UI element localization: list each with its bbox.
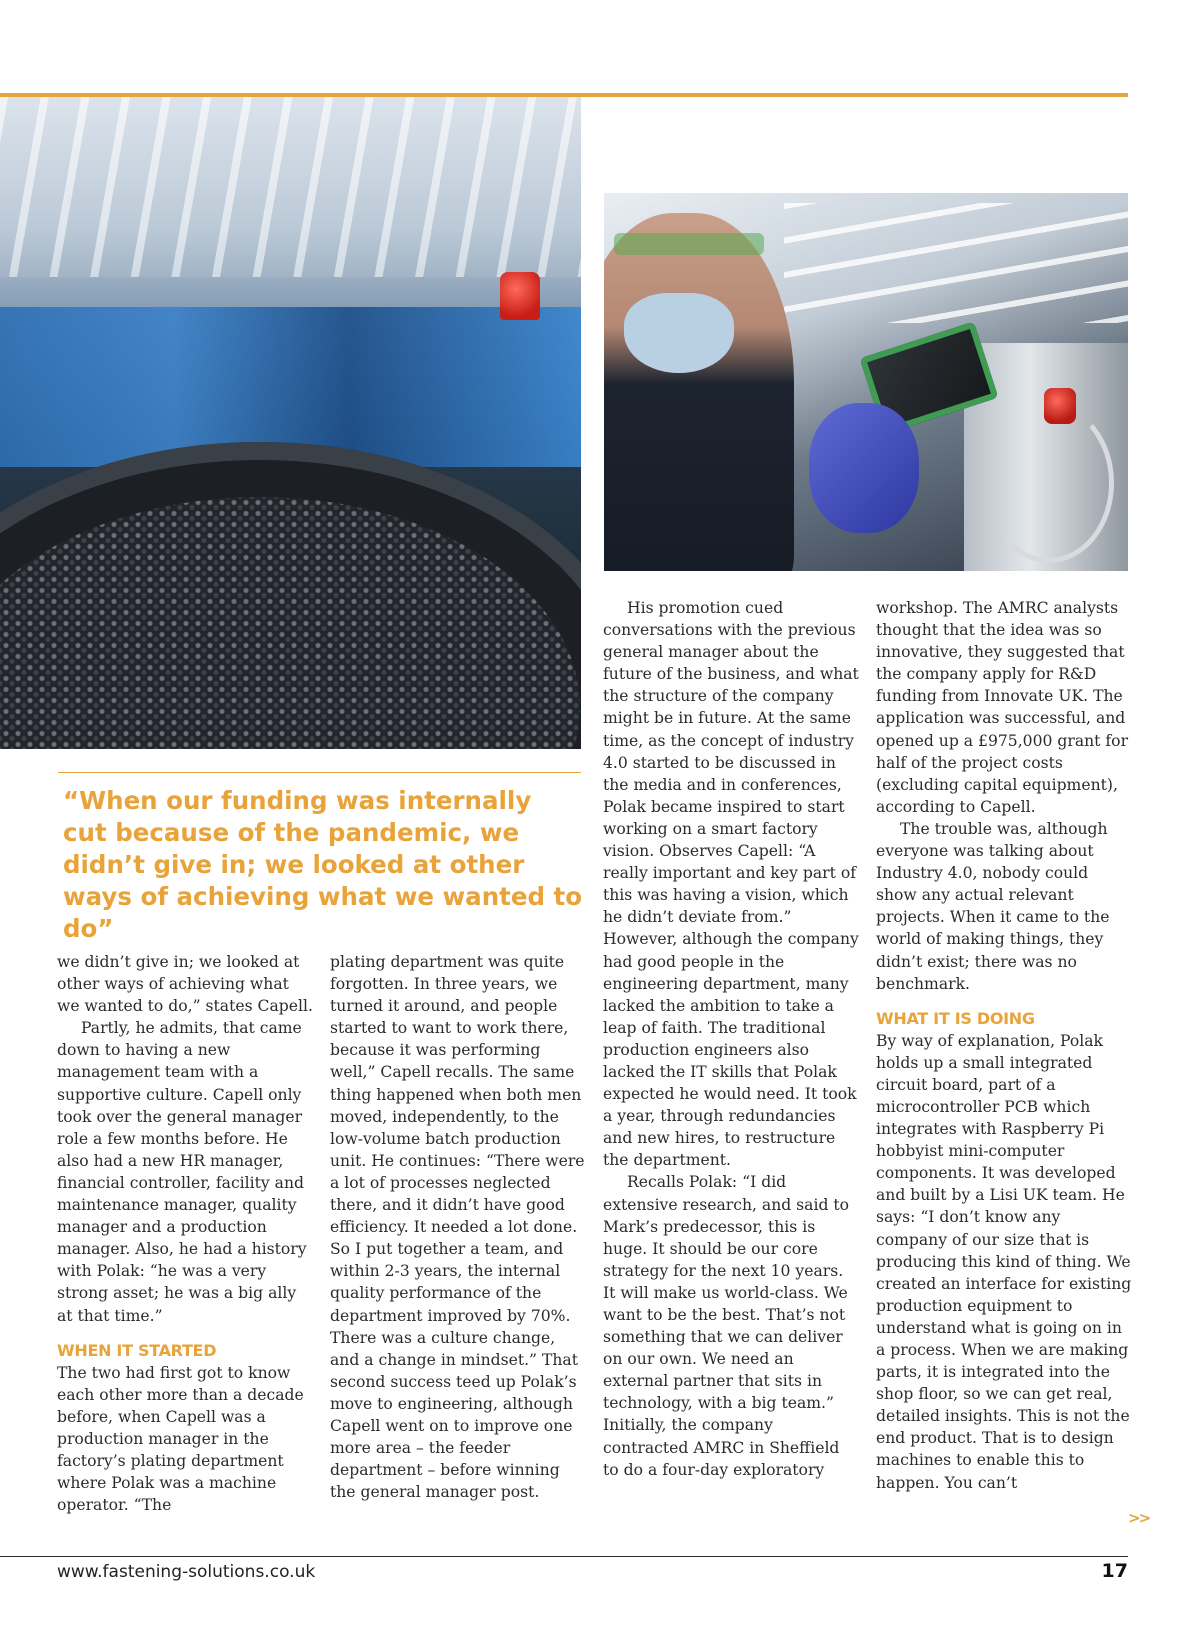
paragraph: The two had first got to know each other more than a decade before, when Capell was a production manager in the factory’s plating department where Polak was a machine operator. “The xyxy=(57,1363,304,1515)
subheading-what-it-is-doing: WHAT IT IS DOING xyxy=(876,1008,1035,1028)
operator-figure xyxy=(604,213,794,571)
paragraph: The trouble was, although everyone was talking about Industry 4.0, nobody could show any actual relevant projects. When it came to the world of making things, they didn’t exist; there was no benchmark. xyxy=(876,819,1110,993)
red-warning-lamp xyxy=(500,272,540,320)
continue-arrows-icon: >> xyxy=(1128,1509,1150,1527)
page-number: 17 xyxy=(1101,1560,1128,1582)
body-column-2 xyxy=(330,951,586,1503)
paragraph: plating department was quite forgotten. In three years, we turned it around, and people started to want to work there, because it was performing well,” Capell recalls. The same thing happened when both men moved, independently, to the low-volume batch production unit. He continues: “There were a lot of processes neglected there, and it didn’t have good efficiency. It needed a lot done. So I put together a team, and within 2-3 years, the internal quality performance of the department improved by 70%. There was a culture change, and a change in mindset.” That second success teed up Polak’s move to engineering, although Capell went on to improve one more area – the feeder department – before winning the general manager post. xyxy=(330,953,585,1502)
ceiling-lights xyxy=(784,203,1128,323)
body-column-3 xyxy=(603,597,859,1481)
photo-bowl-feeder xyxy=(0,97,581,749)
subheading-when-it-started: WHEN IT STARTED xyxy=(57,1340,217,1360)
blue-glove xyxy=(809,403,919,533)
face-mask xyxy=(624,293,734,373)
safety-glasses xyxy=(614,233,764,255)
paragraph: Partly, he admits, that came down to having a new management team with a supportive culture. Capell only took over the general manager role a few months before. He also had a new HR manager, financial controller, facility and maintenance manager, quality manager and a production manager. Also, he had a history with Polak: “he was a very strong asset; he was a big ally at that time.” xyxy=(57,1019,307,1325)
factory-ceiling-lights xyxy=(0,97,581,277)
paragraph: workshop. The AMRC analysts thought that the idea was so innovative, they suggested that the company apply for R&D funding from Innovate UK. The application was successful, and opened up a £975,000 grant for half of the project costs (excluding capital equipment), according to Capell. xyxy=(876,599,1129,816)
pull-quote: “When our funding was internally cut because of the pandemic, we didn’t give in; we looked at other ways of achieving what we wanted to do” xyxy=(63,786,583,943)
footer-url[interactable]: www.fastening-solutions.co.uk xyxy=(57,1562,316,1582)
footer-rule xyxy=(0,1556,1128,1557)
paragraph: we didn’t give in; we looked at other ways of achieving what we wanted to do,” states Capell. xyxy=(57,953,313,1016)
paragraph: His promotion cued conversations with the previous general manager about the future of the business, and what the structure of the company might be in future. At the same time, as the concept of industry 4.0 started to be discussed in the media and in conferences, Polak became inspired to start working on a smart factory vision. Observes Capell: “A really important and key part of this was having a vision, which he didn’t deviate from.” However, although the company had good people in the engineering department, many lacked the ambition to take a leap of faith. The traditional production engineers also lacked the IT skills that Polak expected he would need. It took a year, through redundancies and new hires, to restructure the department. xyxy=(603,599,859,1170)
paragraph: Recalls Polak: “I did extensive research, and said to Mark’s predecessor, this is huge. It should be our core strategy for the next 10 years. It will make us world-class. We want to be the best. That’s not something that we can deliver on our own. We need an external partner that sits in technology, with a big team.” Initially, the company contracted AMRC in Sheffield to do a four-day exploratory xyxy=(603,1173,850,1479)
cable xyxy=(984,403,1114,563)
pull-quote-rule xyxy=(58,772,581,773)
paragraph: By way of explanation, Polak holds up a small integrated circuit board, part of a microcontroller PCB which integrates with Raspberry Pi hobbyist mini-computer components. It was developed and built by a Lisi UK team. He says: “I don’t know any company of our size that is producing this kind of thing. We created an interface for existing production equipment to understand what is going on in a process. When we are making parts, it is integrated into the shop floor, so we can get real, detailed insights. This is not the end product. That is to design machines to enable this to happen. You can’t xyxy=(876,1031,1132,1492)
photo-operator-with-circuit-board xyxy=(604,193,1128,571)
body-column-1 xyxy=(57,951,313,1516)
body-column-4 xyxy=(876,597,1132,1494)
